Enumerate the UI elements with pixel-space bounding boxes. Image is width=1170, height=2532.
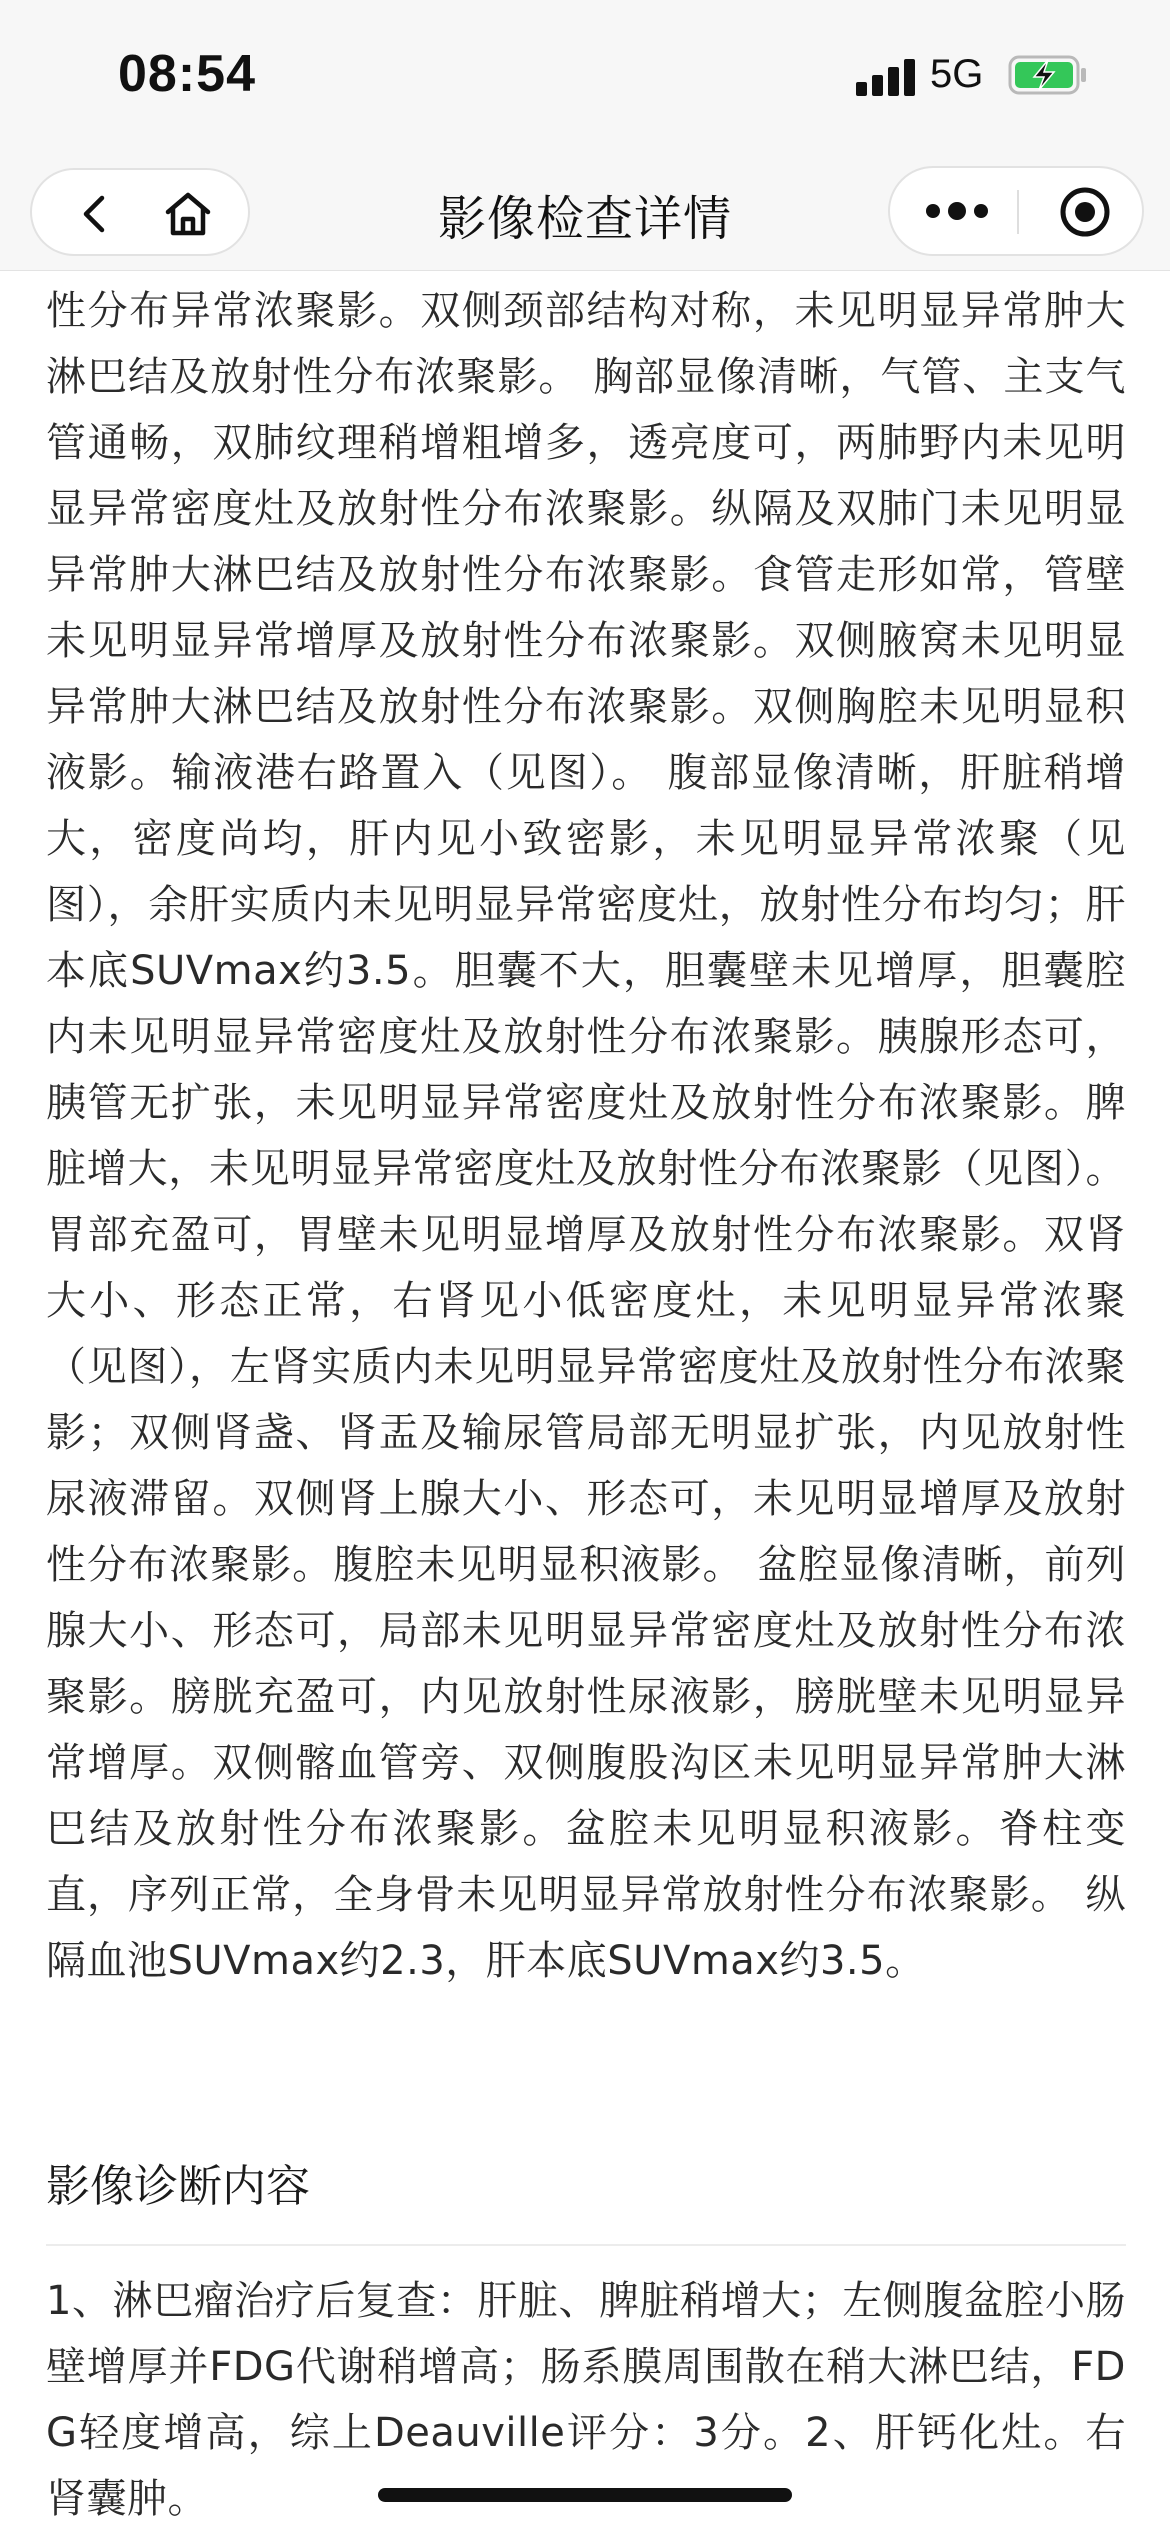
status-bar — [0, 0, 1170, 150]
diagnosis-heading: 影像诊断内容 — [46, 2161, 310, 2212]
more-icon[interactable] — [924, 196, 990, 226]
home-indicator[interactable] — [378, 2488, 792, 2502]
home-icon[interactable] — [162, 188, 214, 240]
nav-bar — [0, 150, 1170, 271]
findings-text: 性分布异常浓聚影。双侧颈部结构对称，未见明显异常肿大淋巴结及放射性分布浓聚影。 胸部显像清晰，气管、主支气管通畅，双肺纹理稍增粗增多，透亮度可，两肺野内未见明显异常密度灶及放射性分布浓聚影。纵隔及双肺门未见明显异常肿大淋巴结及放射性分布浓聚影。食管走形如常，管壁未见明显异常增厚及放射性分布浓聚影。双侧腋窝未见明显异常肿大淋巴结及放射性分布浓聚影。双侧胸腔未见明显积液影。输液港右路置入（见图）。 腹部显像清晰，肝脏稍增大，密度尚均，肝内见小致密影，未见明显异常浓聚（见图），余肝实质内未见明显异常密度灶，放射性分布均匀；肝本底SUVmax约3.5。胆囊不大，胆囊壁未见增厚，胆囊腔内未见明显异常密度灶及放射性分布浓聚影。胰腺形态可，胰管无扩张，未见明显异常密度灶及放射性分布浓聚影。脾脏增大，未见明显异常密度灶及放射性分布浓聚影（见图）。胃部充盈可，胃壁未见明显增厚及放射性分布浓聚影。双肾大小、形态正常，右肾见小低密度灶，未见明显异常浓聚（见图），左肾实质内未见明显异常密度灶及放射性分布浓聚影；双侧肾盏、肾盂及输尿管局部无明显扩张，内见放射性尿液滞留。双侧肾上腺大小、形态可，未见明显增厚及放射性分布浓聚影。腹腔未见明显积液影。 盆腔显像清晰，前列腺大小、形态可，局部未见明显异常密度灶及放射性分布浓聚影。膀胱充盈可，内见放射性尿液影，膀胱壁未见明显异常增厚。双侧髂血管旁、双侧腹股沟区未见明显异常肿大淋巴结及放射性分布浓聚影。盆腔未见明显积液影。脊柱变直，序列正常，全身骨未见明显异常放射性分布浓聚影。 纵隔血池SUVmax约2.3，肝本底SUVmax约3.5。 — [46, 288, 1126, 1984]
battery-charging-icon — [1008, 55, 1088, 95]
page-title: 影像检查详情 — [437, 191, 732, 247]
nav-capsule-right — [888, 166, 1144, 256]
signal-icon — [856, 58, 916, 96]
section-divider — [46, 2244, 1126, 2246]
capsule-divider — [1017, 190, 1019, 234]
miniprogram-close-icon[interactable] — [1058, 185, 1112, 239]
status-time: 08:54 — [118, 45, 256, 103]
back-icon[interactable] — [72, 190, 120, 238]
diagnosis-text: 1、淋巴瘤治疗后复查：肝脏、脾脏稍增大；左侧腹盆腔小肠壁增厚并FDG代谢稍增高；肠系膜周围散在稍大淋巴结，FDG轻度增高，综上Deauville评分：3分。2、肝钙化灶。右肾囊肿。 — [46, 2278, 1126, 2522]
network-label: 5G — [930, 52, 984, 96]
nav-capsule-left — [30, 168, 250, 256]
